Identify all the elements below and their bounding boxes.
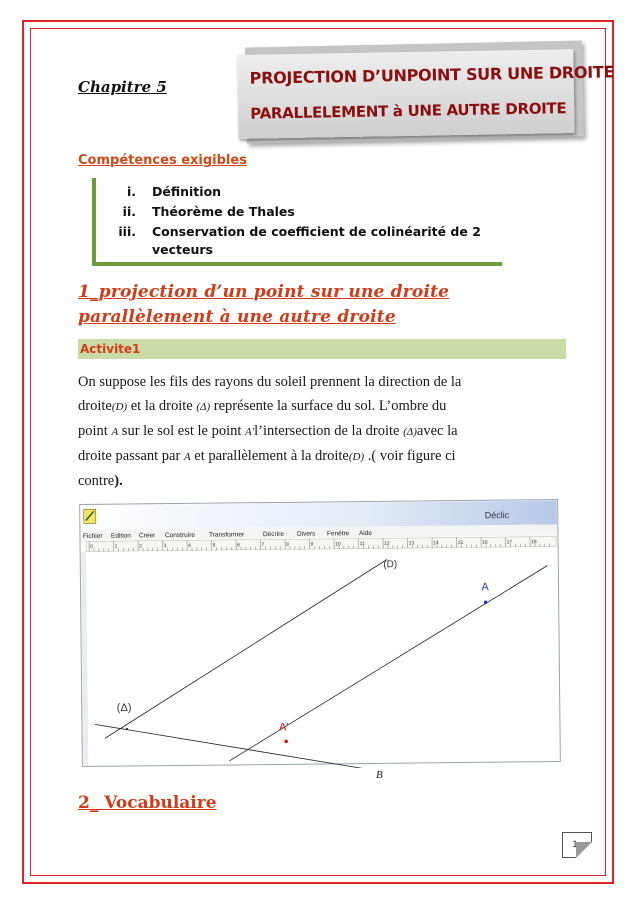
- para-line: [78, 419, 568, 444]
- page-number: 1: [572, 839, 578, 849]
- text: et parallèlement à la droite: [190, 448, 349, 464]
- banner-title-line2: PARALLELEMENT à UNE AUTRE DROITE: [250, 99, 567, 123]
- ruler-label: 13: [408, 540, 415, 547]
- activite-label: Activite1: [78, 339, 566, 359]
- math-D: (D): [348, 451, 365, 463]
- menu-item-transformer[interactable]: Transformer: [208, 531, 245, 539]
- ruler-label: 8: [286, 541, 289, 548]
- competence-item-continued: vecteurs: [152, 242, 213, 257]
- activite-paragraph: [78, 370, 568, 493]
- competence-num: ii.: [122, 204, 136, 219]
- math-D: (D): [111, 401, 128, 413]
- banner-card: [237, 49, 615, 139]
- app-title: Déclic: [484, 510, 510, 521]
- page-number-box: [562, 832, 592, 858]
- text: droite passant par: [78, 448, 184, 464]
- math-delta: (Δ): [196, 401, 211, 413]
- text: avec la: [416, 423, 458, 439]
- chapter-label: Chapitre 5: [78, 78, 167, 96]
- ruler-label: 12: [384, 540, 390, 547]
- text: .( voir figure ci: [364, 448, 456, 464]
- menu-item-divers[interactable]: Divers: [296, 530, 316, 538]
- menu-item-décrire[interactable]: Décrire: [262, 530, 284, 539]
- figure-label-B: B: [376, 769, 383, 781]
- declic-screenshot: [78, 498, 565, 768]
- ruler-label: 9: [310, 541, 314, 548]
- menu-item-edition[interactable]: Edition: [110, 532, 131, 540]
- section1-line1: 1_projection d’un point sur une droite: [78, 282, 450, 302]
- text: l’intersection de la droite: [254, 423, 404, 439]
- ruler-label: 1: [114, 543, 118, 550]
- menu-item-fichier[interactable]: Fichier: [82, 532, 103, 540]
- math-delta: (Δ): [403, 426, 417, 438]
- page-fold-corner: [576, 842, 592, 858]
- text: droite: [78, 398, 112, 414]
- ruler-label: 10: [335, 541, 341, 548]
- competence-num: iii.: [118, 224, 136, 239]
- para-line: [78, 394, 568, 419]
- ruler-label: 18: [531, 539, 537, 546]
- para-line: [78, 469, 568, 493]
- ruler-label: 15: [457, 540, 464, 547]
- competences-box: [92, 178, 502, 266]
- label-delta: (Δ): [116, 701, 132, 715]
- section1-heading: [78, 280, 449, 330]
- competence-item: Définition: [152, 184, 222, 199]
- text: contre: [78, 473, 115, 489]
- label-D: (D): [383, 559, 398, 571]
- banner-title-line1: PROJECTION D’UNPOINT SUR UNE DROITE: [249, 62, 615, 88]
- drawing-canvas: [87, 548, 559, 766]
- competence-item: Conservation de coefficient de colinéarité de 2: [152, 224, 481, 239]
- menu-item-fenêtre[interactable]: Fenêtre: [326, 530, 350, 538]
- label-Aprime: A': [278, 721, 289, 734]
- text: représente la surface du sol. L’ombre du: [210, 398, 447, 414]
- text: point: [78, 423, 112, 439]
- section1-line2: parallèlement à une autre droite: [78, 307, 396, 327]
- ruler-label: 4: [188, 542, 191, 549]
- ruler-label: 2: [139, 543, 142, 550]
- ruler-label: 16: [482, 539, 488, 546]
- text: On suppose les fils des rayons du soleil prennent la direction de la: [78, 374, 462, 390]
- ruler-label: 7: [261, 542, 265, 549]
- menu-item-créer[interactable]: Créer: [138, 532, 156, 540]
- math-A: A: [111, 426, 119, 438]
- title-banner: [238, 44, 615, 140]
- label-A: A: [481, 581, 489, 594]
- ruler-label: 3: [163, 543, 167, 550]
- competences-title: Compétences exigibles: [78, 153, 247, 168]
- app-icon: [84, 509, 96, 523]
- text: et la droite: [127, 398, 197, 414]
- ruler-label: 6: [237, 542, 240, 549]
- text: sur le sol est le point: [118, 423, 246, 439]
- ruler-label: 0: [90, 543, 93, 550]
- para-line: [78, 370, 568, 394]
- section2-heading: 2_ Vocabulaire: [78, 793, 217, 813]
- menu-item-aide[interactable]: Aide: [358, 529, 373, 538]
- competence-num: i.: [126, 184, 136, 199]
- text: ).: [114, 473, 123, 489]
- competence-item: Théorème de Thales: [152, 204, 295, 219]
- ruler-label: 11: [359, 541, 365, 548]
- ruler-label: 17: [506, 539, 513, 546]
- ruler-label: 5: [212, 542, 216, 549]
- ruler-label: 14: [433, 540, 439, 547]
- math-Aprime: A': [245, 426, 255, 438]
- para-line: [78, 444, 568, 469]
- math-A: A: [183, 451, 191, 463]
- menu-item-construire[interactable]: Construire: [164, 531, 195, 540]
